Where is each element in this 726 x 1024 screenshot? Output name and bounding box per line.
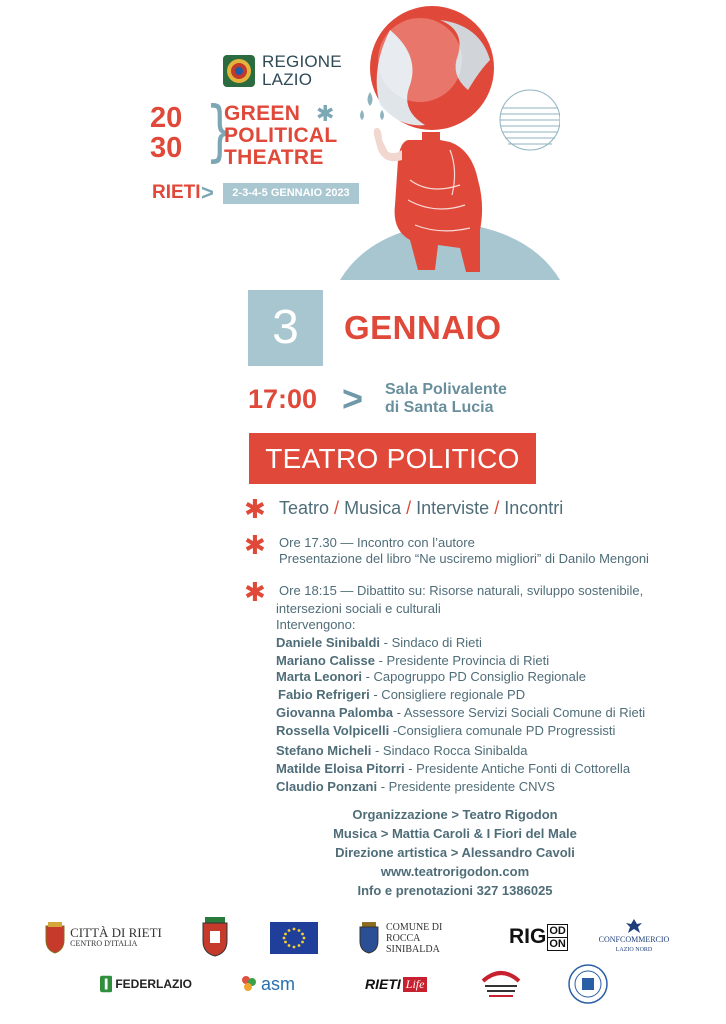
speaker-name: Claudio Ponzani [276,779,378,794]
region-line-2: LAZIO [262,70,313,89]
federalberghi-seal-icon [567,963,609,1005]
year-top: 20 [150,102,183,134]
rieti-life-text-1: RIETI [365,976,401,992]
festival-title-line-2: POLITICAL [224,124,338,147]
sponsor-confcommercio [600,916,668,958]
speaker-line [276,669,586,685]
festival-title-line-1: GREEN [224,102,301,125]
globe-figure-illustration [340,0,560,280]
speaker-name: Fabio Refrigeri [278,687,370,702]
speaker-role: - Sindaco di Rieti [380,635,482,650]
speaker-role: - Presidente Antiche Fonti di Cottorella [404,761,631,776]
eu-flag-icon [270,922,318,954]
fiera-logo-icon [479,965,523,999]
credit-direction: Direzione artistica > Alessandro Cavoli [335,845,575,860]
speaker-role: - Sindaco Rocca Sinibalda [371,743,528,758]
event-time: 17:00 [248,384,318,414]
speaker-line [276,635,482,651]
speaker-name: Stefano Micheli [276,743,372,758]
rigodon-logo-text-2: OD [549,924,566,937]
asterisk-icon: ✱ [244,531,266,561]
speaker-line [278,687,525,703]
category-separator: / [334,498,340,518]
speaker-name: Marta Leonori [276,669,362,684]
time-arrow: > [342,378,364,419]
category-list [279,498,563,519]
speaker-role: -Consigliera comunale PD Progressisti [389,723,616,738]
regione-lazio-logo-icon [222,54,256,88]
category-item: Interviste [416,498,490,518]
speaker-line [276,705,645,721]
sponsor-rigodon [509,918,565,956]
rigodon-logo-text-3: ON [549,937,566,950]
program-item-1-line-2: Presentazione del libro “Ne usciremo migliori” di Danilo Mengoni [279,551,649,566]
speaker-name: Daniele Sinibaldi [276,635,381,650]
region-name [262,53,342,89]
speaker-role: - Assessore Servizi Sociali Comune di Rieti [393,705,646,720]
sponsor-comune-line-2: ROCCA SINIBALDA [385,932,440,955]
provincia-crest-icon [200,917,230,957]
asterisk-icon: ✱ [316,101,335,126]
program-item-1-line-1: Ore 17.30 — Incontro con l’autore [279,535,475,550]
credit-music: Musica > Mattia Caroli & I Fiori del Male [333,826,577,841]
speaker-name: Mariano Calisse [276,653,375,668]
city-label: RIETI [152,182,201,203]
speaker-line [276,779,555,795]
asterisk-icon: ✱ [244,495,266,525]
sponsor-comune-line-1: COMUNE DI [385,921,443,933]
sponsor-citta-di-rieti [44,918,162,958]
speaker-name: Giovanna Palomba [276,705,394,720]
confcommercio-line-1: CONFCOMMERCIO [598,935,670,944]
speaker-name: Matilde Eloisa Pitorri [276,761,405,776]
rieti-crest-icon [44,922,66,954]
venue-line-2: di Santa Lucia [385,399,494,416]
asm-mark-icon [240,974,258,994]
category-separator: / [494,498,500,518]
sponsor-eu [270,921,318,955]
festival-title-line-3: THEATRE [224,146,324,169]
region-line-1: REGIONE [262,52,342,71]
event-day: 3 [248,290,323,366]
sponsor-comune-rocca-sinibalda [358,918,476,958]
rieti-life-text-2: Life [403,977,428,992]
federlazio-mark-icon [100,972,112,996]
speaker-line [276,723,615,739]
confcommercio-line-2: LAZIO NORD [615,947,653,953]
speaker-line [276,653,549,669]
sponsor-rieti-life [365,972,435,996]
speaker-role: - Consigliere regionale PD [369,687,526,702]
credit-organization: Organizzazione > Teatro Rigodon [352,807,558,822]
brace-decoration: } [205,92,235,169]
speaker-role: - Presidente presidente CNVS [377,779,555,794]
sponsor-fiera-mondiale [478,964,524,1000]
eagle-icon [625,918,643,934]
speaker-line [276,761,630,777]
city-arrow: > [201,180,214,205]
asm-name: asm [261,973,296,994]
rigodon-logo-text-1: RIG [509,925,547,948]
festival-dates-badge: 2-3-4-5 GENNAIO 2023 [223,183,359,204]
sponsor-federlazio [100,969,192,999]
category-item: Musica [344,498,402,518]
venue-line-1: Sala Polivalente [385,381,507,398]
credit-info-phone: Info e prenotazioni 327 1386025 [357,883,553,898]
speaker-line [276,743,527,759]
event-title: TEATRO POLITICO [249,433,536,484]
asterisk-icon: ✱ [244,578,266,608]
program-item-2-line-2: intersezioni sociali e culturali [276,601,441,616]
sponsor-provincia-rieti [198,916,232,958]
sponsor-citta-line-2: CENTRO D'ITALIA [70,939,138,948]
sponsor-asm [240,970,320,998]
sponsor-federalberghi [566,962,610,1006]
federlazio-name: FEDERLAZIO [115,977,192,991]
category-item: Teatro [279,498,330,518]
program-item-2-line-1: Ore 18:15 — Dibattito su: Risorse naturali, sviluppo sostenibile, [279,583,644,598]
event-month: GENNAIO [344,309,502,346]
rocca-crest-icon [358,922,380,954]
year-bottom: 30 [150,132,183,164]
speaker-role: - Presidente Provincia di Rieti [375,653,550,668]
category-item: Incontri [504,498,564,518]
speaker-name: Rossella Volpicelli [276,723,390,738]
program-item-2-line-3: Intervengono: [276,617,356,632]
sponsor-citta-line-1: CITTÀ DI RIETI [70,925,162,940]
category-separator: / [406,498,412,518]
credit-website[interactable]: www.teatrorigodon.com [380,864,530,879]
speaker-role: - Capogruppo PD Consiglio Regionale [361,669,586,684]
